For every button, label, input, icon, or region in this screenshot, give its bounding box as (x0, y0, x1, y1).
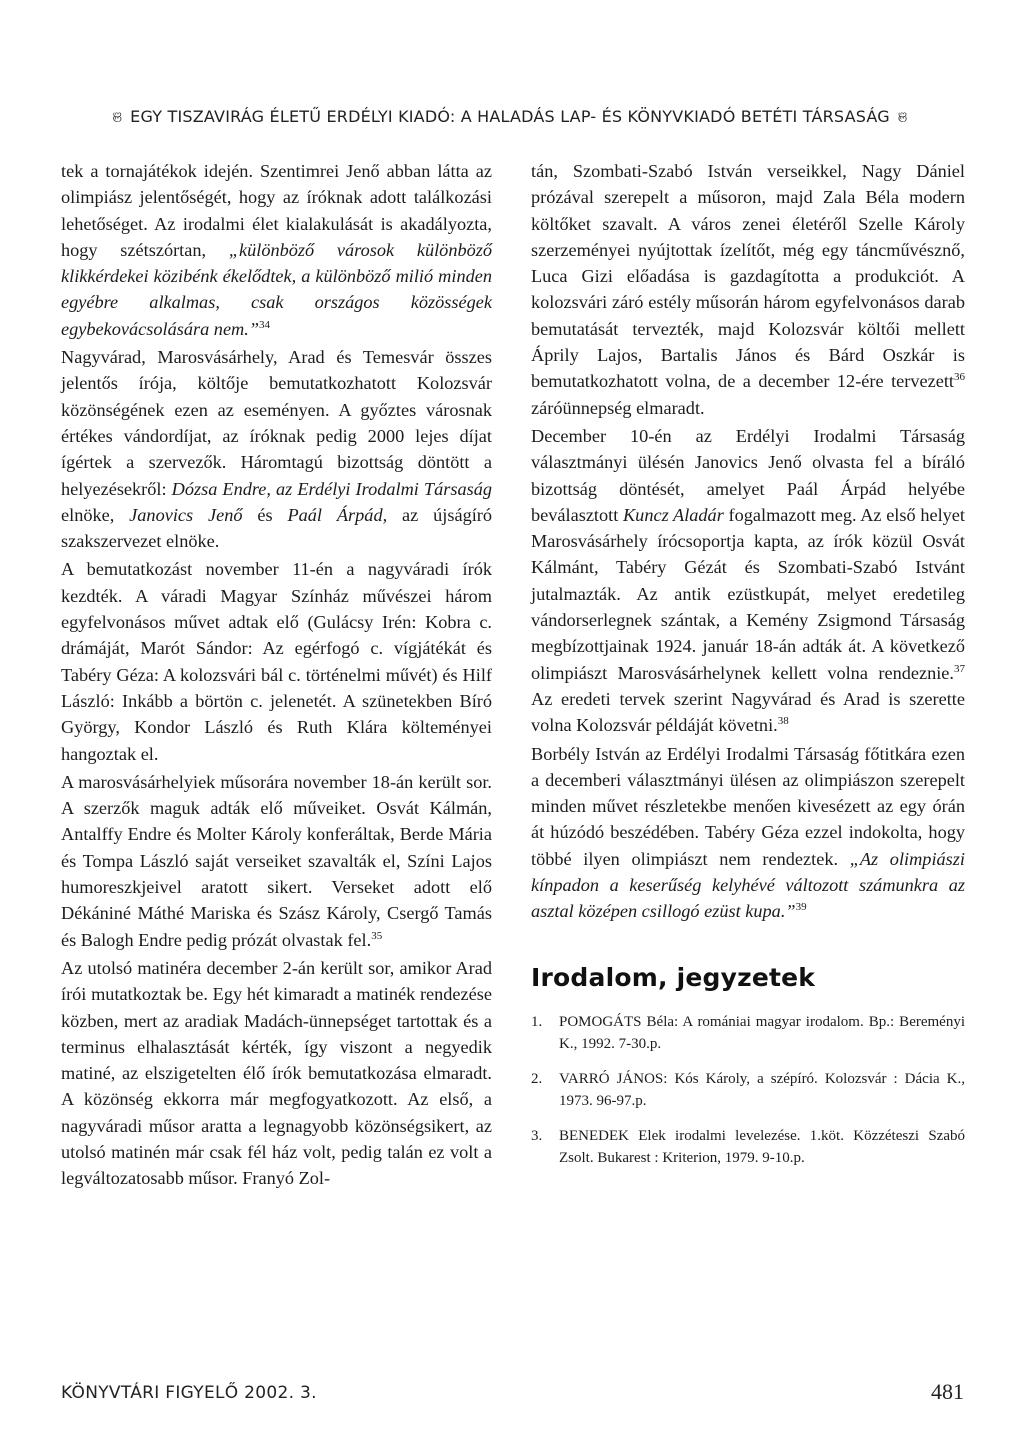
paragraph (61, 344, 492, 554)
reference-item (531, 1068, 965, 1112)
running-head (60, 107, 960, 126)
paragraph (531, 423, 965, 739)
quote: „Az olimpiászi kínpadon a keserűség kelyhévé változott számunkra az asztal középen csillogó ezüst kupa.” (531, 848, 965, 922)
paragraph: Az utolsó matinéra december 2-án került sor, amikor Arad írói mutatkoztak be. Egy hét kimaradt a matinék rendezése közben, mert az aradiak Madách-ünnepséget tartottak és a terminus elhalasztását kérték, így viszont a negyedik matiné, az elszigetelten élő írók bemutatkozása elmaradt. A közönség ekkorra már megfogyatkozott. Az első, a nagyváradi műsor aratta a legnagyobb közönségsikert, az utolsó matinén már csak fél ház volt, pedig talán ez volt a legváltozatosabb műsor. Franyó Zol- (61, 957, 492, 1189)
right-column (531, 158, 965, 1182)
reference-number: 1. (531, 1013, 543, 1030)
footnote-ref: 37 (954, 662, 965, 675)
paragraph (61, 769, 492, 953)
running-head-title: EGY TISZAVIRÁG ÉLETŰ ERDÉLYI KIADÓ: A HALADÁS LAP- ÉS KÖNYVKIADÓ BETÉTI TÁRSASÁG (130, 107, 890, 126)
text: Borbély István az Erdélyi Irodalmi Társaság főtitkára ezen a decemberi választmányi ülésen az olimpiászon szerepelt minden művet részletekbe menően kivesézett az egy órán át húzódó beszédében. Tabéry Géza ezzel indokolta, hogy többé ilyen olimpiászt nem rendeztek. (531, 743, 965, 869)
ornament-icon: ଞ (112, 108, 123, 126)
quote: „különböző városok különböző klikkérdekei közibénk ékelődtek, a különböző milió minden egyébre alkalmas, csak országos közösségek egybekovácsolására nem.” (61, 239, 492, 339)
text: December 10-én az Erdélyi Irodalmi Társaság választmányi ülésén Janovics Jenő olvasta fel a bíráló bizottság döntését, amelyet Paál Árpád helyébe beválasztott (531, 425, 965, 525)
name-italic: Kuncz Aladár (622, 504, 724, 525)
reference-item (531, 1125, 965, 1169)
name-italic: Paál Árpád, (287, 504, 388, 525)
text: A marosvásárhelyiek műsorára november 18-án került sor. A szerzők maguk adták elő műveiket. Osvát Kálmán, Antalffy Endre és Molter Károly konferáltak, Berde Mária és Tompa László saját verseiket szavalták el, Színi Lajos humoreszkjeivel aratott sikert. Verseket adott elő Dékániné Máthé Mariska és Szász Károly, Csergő Tamás és Balogh Endre pedig prózát olvastak fel. (61, 771, 492, 950)
name-italic: Janovics Jenő (129, 504, 243, 525)
paragraph (531, 741, 965, 925)
footnote-ref: 36 (954, 371, 965, 384)
left-column (61, 158, 492, 1192)
reference-text: POMOGÁTS Béla: A romániai magyar irodalom. Bp.: Bereményi K., 1992. 7-30.p. (559, 1013, 965, 1052)
text: az újságíró szakszervezet elnöke. (61, 504, 493, 552)
footnote-ref: 35 (371, 929, 383, 942)
ornament-icon: ଞ (897, 108, 908, 126)
text: tán, Szombati-Szabó István verseikkel, Nagy Dániel prózával szerepelt a műsoron, majd Zala Béla modern költőket szavalt. A város zenei életéről Szelle Károly szerzeményei nyújtottak ízelítőt, még egy táncművésznő, Luca Gizi előadása is gazdagította a produkciót. A kolozsvári záró estély műsorán három egyfelvonásos darab bemutatását tervezték, majd Kolozsvár költői mellett Áprily Lajos, Bartalis János és Bárd Oszkár is bemutatkozhatott volna, de a december 12-ére tervezett (531, 161, 965, 392)
text: tek a tornajátékok idején. Szentimrei Jenő abban látta az olimpiász jelentőségét, hogy az íróknak adott találkozási lehetőséget. Az irodalmi élet kialakulását is akadályozta, hogy szétszórtan, (61, 161, 492, 260)
text: Nagyvárad, Marosvásárhely, Arad és Temesvár összes jelentős írója, költője bemutatkozhatott Kolozsvár közönségének ezen az eseményen. A győztes városnak értékes vándordíjat, az íróknak pedig 2000 lejes díjat ígértek a szervezők. Háromtagú bizottság döntött a helyezésekről: (61, 347, 492, 499)
reference-item (531, 1011, 965, 1055)
page-number: 481 (931, 1379, 964, 1404)
reference-text: VARRÓ JÁNOS: Kós Károly, a szépíró. Kolozsvár : Dácia K., 1973. 96-97.p. (559, 1070, 965, 1109)
text: elnöke, (61, 504, 130, 525)
name-italic: Dózsa Endre, az Erdélyi Irodalmi Társaság (171, 478, 492, 499)
journal-footer: KÖNYVTÁRI FIGYELŐ 2002. 3. (61, 1383, 317, 1403)
text: és (242, 504, 288, 525)
reference-number: 3. (531, 1127, 543, 1144)
paragraph: A bemutatkozást november 11-én a nagyváradi írók kezdték. A váradi Magyar Színház művészei három egyfelvonásos művet adtak elő (Gulácsy Irén: Kobra c. drámáját, Marót Sándor: Az egérfogó c. vígjátékát és Tabéry Géza: A kolozsvári bál c. történelmi művét) és Hilf László: Inkább a börtön c. jelenetét. A szünetekben Bíró György, Kondor László és Ruth Klára költeményei hangoztak el. (61, 559, 492, 764)
reference-number: 2. (531, 1070, 543, 1087)
footnote-ref: 39 (795, 901, 807, 914)
footnote-ref: 34 (259, 318, 270, 331)
section-heading: Irodalom, jegyzetek (531, 962, 816, 992)
paragraph (61, 158, 492, 342)
reference-list (531, 1011, 965, 1169)
text: záróünnepség elmaradt. (531, 397, 705, 418)
footnote-ref: 38 (777, 715, 789, 728)
reference-text: BENEDEK Elek irodalmi levelezése. 1.köt. Közzéteszi Szabó Zsolt. Bukarest : Kriterion, 1979. 9-10.p. (559, 1127, 965, 1166)
text: Az eredeti tervek szerint Nagyvárad és Arad is szerette volna Kolozsvár példáját követni. (531, 688, 965, 736)
text: fogalmazott meg. Az első helyet Marosvásárhely írócsoportja kapta, az írók közül Osvát Kálmánt, Tabéry Gézát és Szombati-Szabó Istvánt jutalmazták. Az antik ezüstkupát, melyet eredetileg vándorserlegnek szántak, a Kemény Zsigmond Társaság megbízottjainak 1924. január 18-án adták át. A következő olimpiászt Marosvásárhelynek kellett volna rendeznie. (531, 504, 965, 683)
paragraph (531, 158, 965, 421)
